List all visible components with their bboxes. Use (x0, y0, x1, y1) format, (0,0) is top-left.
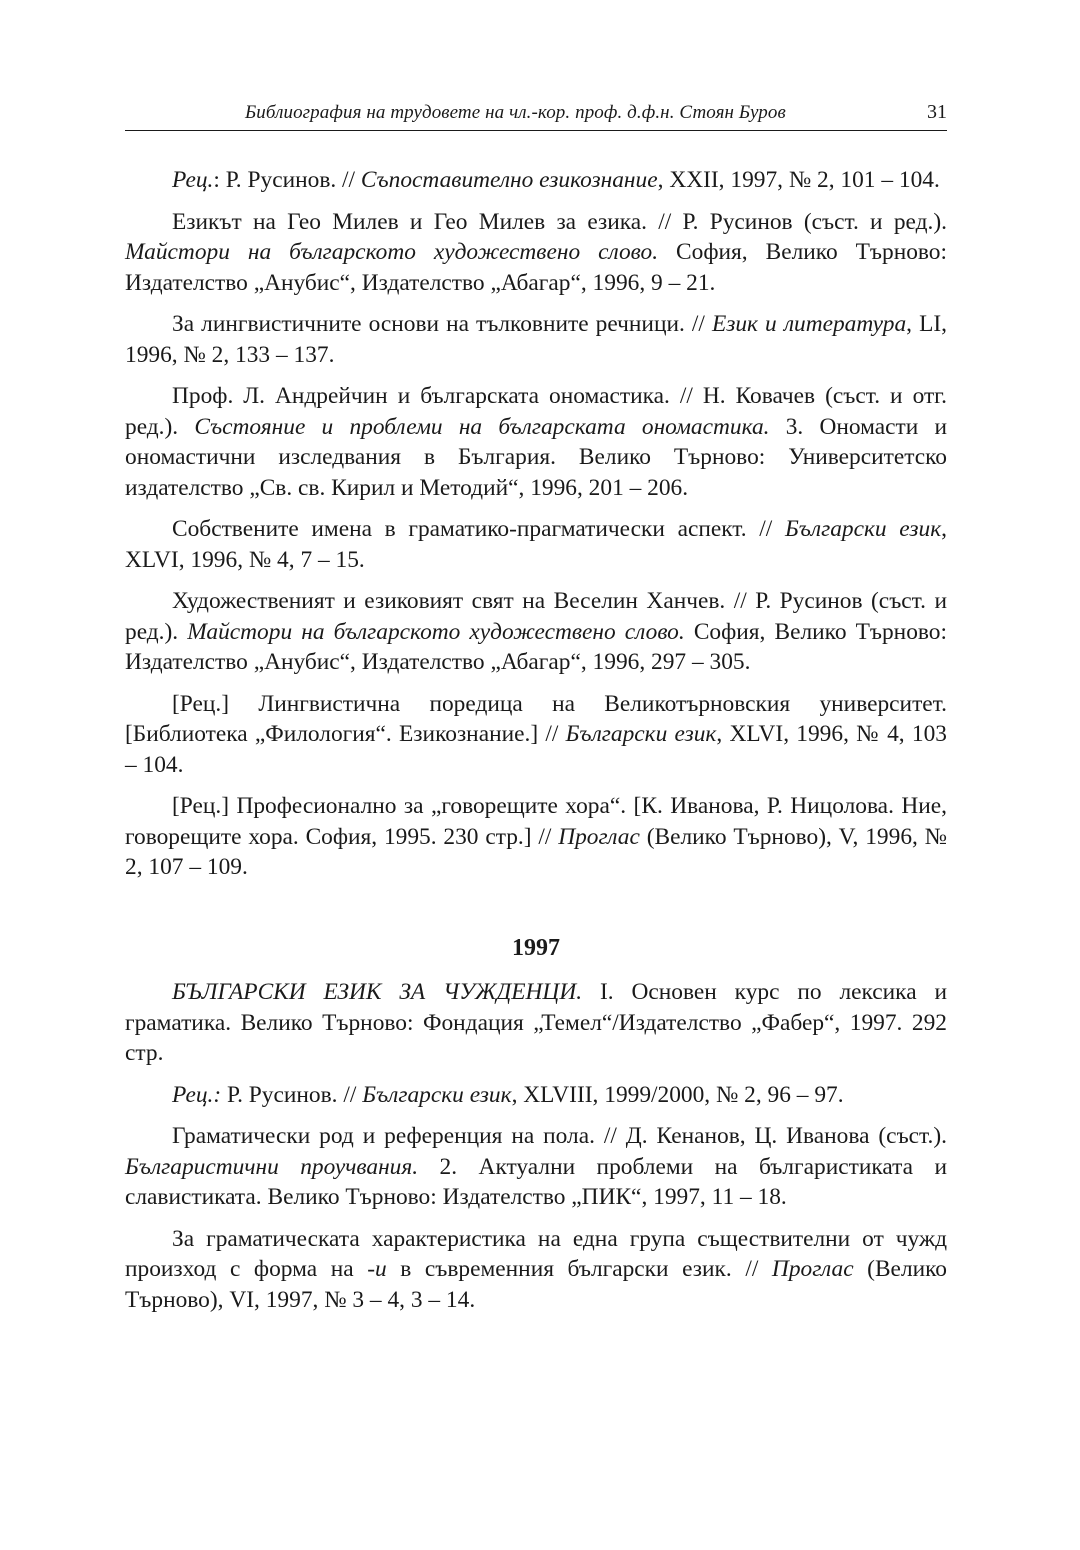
bibliography-entry (125, 381, 947, 503)
review-label: Рец.: (172, 1081, 222, 1108)
bibliography-entry (125, 791, 947, 883)
entry-text: Художественият и езиковият свят на Веселин Ханчев. // Р. Русинов (съст. и ред.). (125, 588, 947, 645)
entry-text: София, Велико Търново: Издателство „Анубис“, Издателство „Абагар“, 1996, 297 – 305. (125, 618, 947, 675)
journal-title: Български език (565, 721, 717, 747)
suffix-form: -и (367, 1256, 387, 1282)
entry-text: [Рец.] Професионално за „говорещите хора“. [К. Иванова, Р. Ницолова. Ние, говорещите хора. София, 1995. 230 стр.] // (125, 793, 947, 850)
entry-text: [Рец.] Лингвистична поредица на Великотърновския университет. [Библиотека „Филология“. Езикознание.] // (125, 690, 947, 747)
bibliography-entry (125, 977, 947, 1069)
bibliography-entry (125, 207, 947, 299)
entry-text: Езикът на Гео Милев и Гео Милев за езика. // Р. Русинов (съст. и ред.). (172, 208, 947, 235)
entry-text: (Велико Търново), V, 1996, № 2, 107 – 109. (125, 823, 948, 880)
entry-text: Р. Русинов. // (221, 1081, 363, 1108)
bibliography-entry (125, 309, 947, 370)
bibliography-entry (125, 1121, 947, 1213)
journal-title: Език и литература (711, 311, 907, 337)
bibliography-entry (125, 1080, 947, 1111)
page-number: 31 (927, 101, 947, 123)
entry-text: , XLVI, 1996, № 4, 103 – 104. (125, 721, 947, 778)
book-title: Майстори на българското художествено слово. (187, 618, 685, 645)
entry-text: Граматически род и референция на пола. // Д. Кенанов, Ц. Иванова (съст.). (172, 1123, 947, 1149)
entry-text: , XLVIII, 1999/2000, № 2, 96 – 97. (511, 1081, 844, 1108)
journal-title: Български език (362, 1081, 512, 1108)
entry-text: За лингвистичните основи на тълковните речници. // (172, 311, 712, 337)
entry-text: 2. Актуални проблеми на българистиката и славистиката. Велико Търново: Издателство „ПИК“, 1997, 11 – 18. (125, 1153, 947, 1210)
bibliography-entry (125, 689, 947, 781)
entry-text: , XXII, 1997, № 2, 101 – 104. (657, 167, 940, 193)
entry-text: Проф. Л. Андрейчин и българската ономастика. // Н. Ковачев (съст. и отг. ред.). (125, 383, 947, 440)
entry-text: За граматическата характеристика на една група съществителни от чужд произход с форма на (125, 1225, 947, 1282)
bibliography-entry (125, 514, 947, 575)
entry-text: : Р. Русинов. // (213, 167, 361, 193)
entry-text: в съвременния български език. // (386, 1256, 772, 1282)
journal-title: Проглас (558, 823, 640, 850)
book-title: Състояние и проблеми на българската ономастика. (194, 413, 770, 440)
entry-text: , LI, 1996, № 2, 133 – 137. (125, 311, 947, 368)
book-title: Майстори на българското художествено слово. (125, 239, 659, 265)
journal-title: Български език (784, 516, 942, 542)
review-label: Рец. (172, 167, 214, 193)
bibliography-entry (125, 1224, 947, 1316)
header-title: Библиография на трудовете на чл.-кор. проф. д.ф.н. Стоян Буров (245, 102, 786, 123)
entry-text: 3. Ономасти и ономастични изследвания в България. Велико Търново: Университетско издателство „Св. св. Кирил и Методий“, 1996, 201 – 206. (125, 413, 947, 501)
journal-title: Проглас (771, 1256, 854, 1282)
bibliography-content (125, 165, 947, 1326)
bibliography-entry (125, 165, 947, 196)
entry-text: София, Велико Търново: Издателство „Анубис“, Издателство „Абагар“, 1996, 9 – 21. (125, 239, 947, 296)
bibliography-entry (125, 586, 947, 678)
book-title: Българистични проучвания. (125, 1153, 419, 1180)
journal-title: Съпоставително езикознание (360, 167, 658, 193)
book-title: БЪЛГАРСКИ ЕЗИК ЗА ЧУЖДЕНЦИ. (172, 979, 583, 1005)
entry-text: Собствените имена в граматико-прагматически аспект. // (172, 516, 785, 542)
entry-text: I. Основен курс по лексика и граматика. Велико Търново: Фондация „Темел“/Издателство „Фабер“, 1997. 292 стр. (125, 979, 947, 1066)
entry-text: (Велико Търново), VI, 1997, № 3 – 4, 3 – 14. (125, 1256, 947, 1313)
year-heading: 1997 (512, 934, 560, 961)
entry-text: , XLVI, 1996, № 4, 7 – 15. (125, 516, 947, 573)
running-header (125, 100, 947, 131)
